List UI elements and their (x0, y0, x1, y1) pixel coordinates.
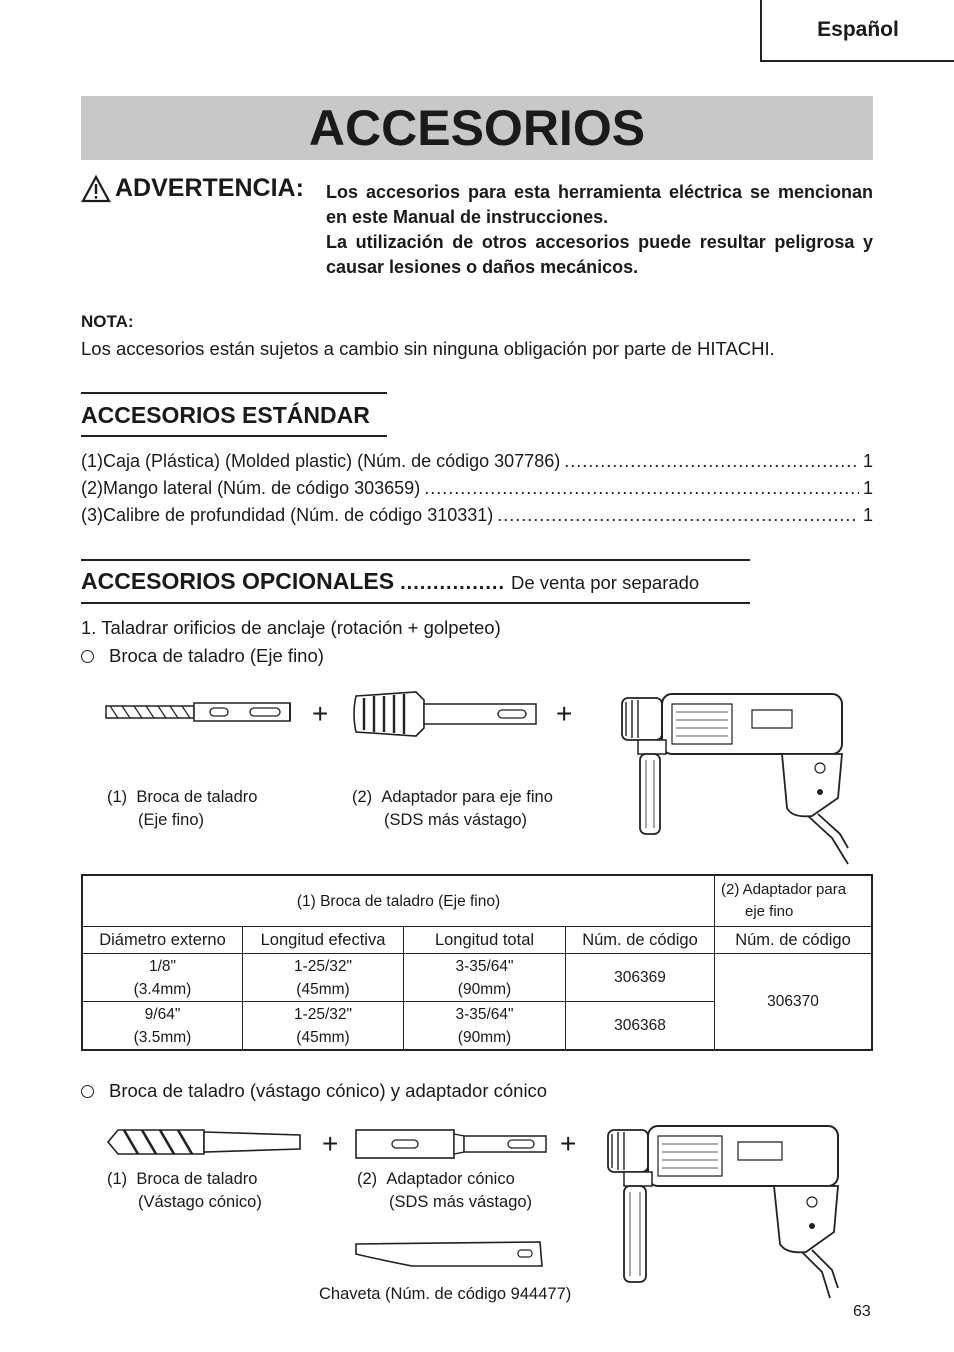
figure1-caption-1 (107, 786, 257, 832)
cotter-caption: Chaveta (Núm. de código 944477) (319, 1285, 572, 1303)
cell-line: 9/64" (144, 1005, 181, 1023)
cell-line: 3-35/64" (455, 1005, 514, 1023)
header-adapter-line: eje fino (745, 903, 794, 920)
hammer-drill-illustration (598, 1120, 850, 1300)
list-item (81, 478, 873, 505)
cell-line: (90mm) (457, 1028, 512, 1046)
caption-number: (1) (107, 788, 128, 806)
warning-triangle-icon (81, 175, 111, 203)
table-row (82, 954, 872, 1002)
caption-line: (Eje fino) (138, 811, 205, 829)
cell-line: (3.5mm) (133, 1028, 192, 1046)
list-item (81, 451, 873, 478)
table-cell (243, 1002, 404, 1051)
warning-text (326, 180, 873, 280)
list-item-text: (1)Caja (Plástica) (Molded plastic) (Núm. de código 307786) (81, 451, 561, 471)
language-tab (760, 0, 954, 62)
language-label: Español (817, 18, 899, 41)
caption-line: Broca de taladro (136, 788, 258, 806)
warning-line-2: La utilización de otros accesorios puede resultar peligrosa y causar lesiones o daños mecánicos. (326, 232, 873, 277)
caption-line: (Vástago cónico) (138, 1193, 262, 1211)
caption-line: Broca de taladro (136, 1170, 258, 1188)
cell-line: (45mm) (296, 980, 350, 998)
table-header-main: (1) Broca de taladro (Eje fino) (82, 875, 715, 927)
bullet-item (81, 1080, 547, 1102)
standard-accessories-title: ACCESORIOS ESTÁNDAR (81, 402, 370, 428)
cell-line: 1-25/32" (293, 957, 353, 975)
column-header: Longitud efectiva (243, 927, 404, 954)
circle-bullet-icon (81, 1085, 94, 1098)
list-item-qty: 1 (862, 451, 873, 471)
dot-leader (497, 505, 859, 526)
figure1-caption-2 (352, 786, 553, 832)
divider (81, 435, 387, 437)
table-cell: 306368 (566, 1002, 715, 1051)
list-item-text: (3)Calibre de profundidad (Núm. de código 310331) (81, 505, 494, 525)
cell-line: 1/8" (148, 957, 177, 975)
table-cell (82, 1002, 243, 1051)
list-item-qty: 1 (862, 505, 873, 525)
title-banner (81, 96, 873, 160)
hammer-drill-illustration (612, 688, 852, 868)
column-header: Longitud total (404, 927, 566, 954)
plus-sign: + (322, 1128, 339, 1159)
list-item-qty: 1 (862, 478, 873, 498)
column-header: Núm. de código (715, 927, 873, 954)
divider (81, 559, 750, 561)
note-label: NOTA: (81, 312, 134, 331)
item-heading: 1. Taladrar orificios de anclaje (rotación + golpeteo) (81, 617, 501, 638)
dot-leader (564, 451, 859, 472)
caption-number: (1) (107, 1170, 128, 1188)
plus-sign: + (556, 698, 573, 729)
drill-bit-straight-illustration (100, 690, 300, 734)
table-header-row (82, 875, 872, 927)
page-title: ACCESORIOS (308, 100, 646, 156)
cell-line: 3-35/64" (455, 957, 514, 975)
bullet-item (81, 645, 324, 667)
plus-sign: + (312, 698, 329, 729)
warning-label: ADVERTENCIA: (115, 174, 304, 202)
optional-note: De venta por separado (511, 572, 700, 593)
dot-leader: ................ (400, 572, 506, 594)
drill-bit-tapered-illustration (104, 1122, 304, 1162)
header-adapter-line: (2) Adaptador para (721, 881, 847, 898)
taper-adapter-illustration (352, 1126, 552, 1162)
caption-line: (SDS más vástago) (384, 811, 528, 829)
table-cell (404, 954, 566, 1002)
bullet-text: Broca de taladro (vástago cónico) y adaptador cónico (109, 1080, 548, 1101)
table-cell: 306369 (566, 954, 715, 1002)
table-cell (243, 954, 404, 1002)
list-item-text: (2)Mango lateral (Núm. de código 303659) (81, 478, 421, 498)
specification-table (81, 874, 873, 1051)
cell-line: (45mm) (296, 1028, 350, 1046)
list-item (81, 505, 873, 532)
plus-sign: + (560, 1128, 577, 1159)
bullet-text: Broca de taladro (Eje fino) (109, 645, 324, 666)
figure2-caption-1 (107, 1168, 262, 1214)
column-header: Diámetro externo (82, 927, 243, 954)
warning-heading (81, 174, 304, 203)
table-cell (404, 1002, 566, 1051)
cell-line: (3.4mm) (133, 980, 192, 998)
dot-leader (424, 478, 859, 499)
page-number: 63 (853, 1303, 871, 1320)
cell-line: (90mm) (457, 980, 512, 998)
divider (81, 602, 750, 604)
caption-number: (2) (352, 788, 373, 806)
table-cell-adapter-code: 306370 (715, 954, 873, 1051)
optional-accessories-title: ACCESORIOS OPCIONALES (81, 568, 395, 594)
table-header-adapter (715, 875, 873, 927)
caption-line: Adaptador cónico (386, 1170, 515, 1188)
cell-line: 1-25/32" (293, 1005, 353, 1023)
table-cell (82, 954, 243, 1002)
circle-bullet-icon (81, 650, 94, 663)
cotter-illustration (352, 1238, 548, 1270)
figure2-caption-2 (357, 1168, 532, 1214)
optional-accessories-heading (81, 568, 699, 595)
caption-number: (2) (357, 1170, 378, 1188)
divider (81, 392, 387, 394)
note-text: Los accesorios están sujetos a cambio sin ninguna obligación por parte de HITACHI. (81, 338, 775, 359)
caption-line: (SDS más vástago) (389, 1193, 533, 1211)
standard-accessories-list (81, 451, 873, 532)
column-header: Núm. de código (566, 927, 715, 954)
warning-line-1: Los accesorios para esta herramienta eléctrica se mencionan en este Manual de instrucciones. (326, 182, 873, 227)
sds-adapter-illustration (348, 688, 548, 740)
caption-line: Adaptador para eje fino (381, 788, 553, 806)
table-column-header-row (82, 927, 872, 954)
